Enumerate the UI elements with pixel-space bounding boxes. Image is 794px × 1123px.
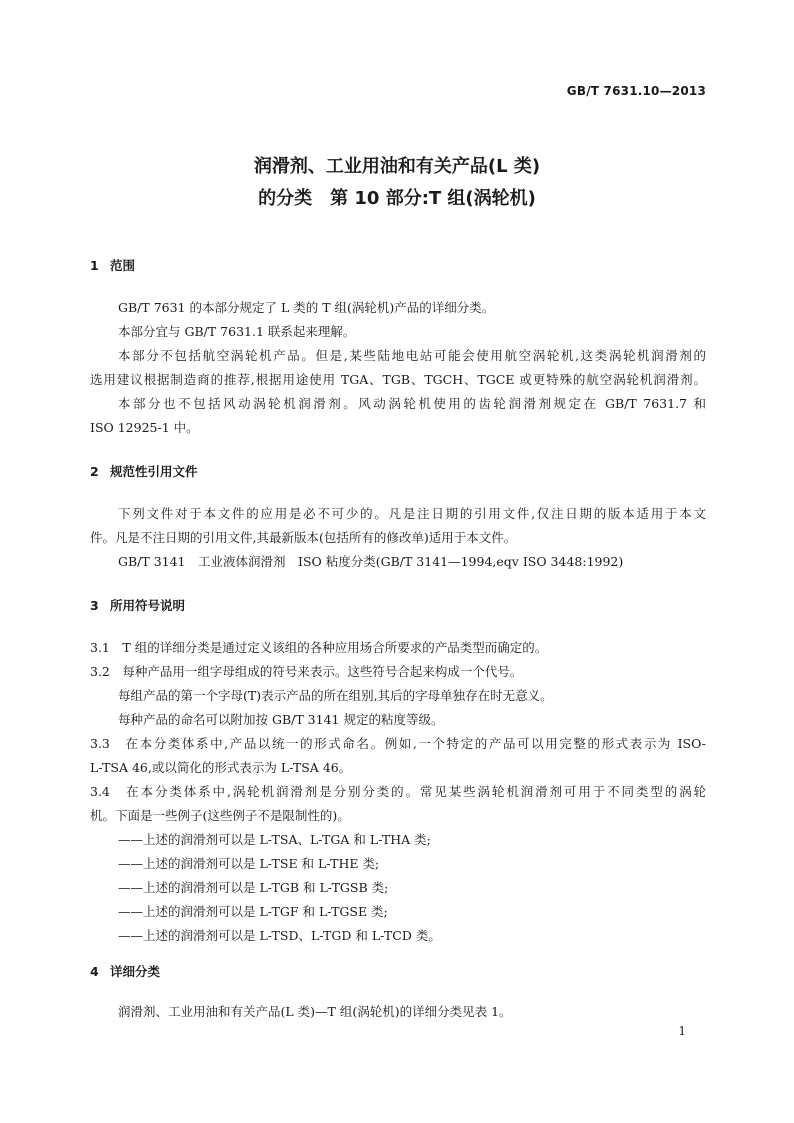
paragraph: 本部分宜与 GB/T 7631.1 联系起来理解。 [118, 324, 356, 339]
section-title: 规范性引用文件 [110, 464, 198, 479]
paragraph-line: 本部分不包括航空涡轮机产品。但是,某些陆地电站可能会使用航空涡轮机,这类涡轮机润滑剂的 [118, 348, 706, 363]
section-title: 所用符号说明 [110, 598, 186, 613]
list-item: ——上述的润滑剂可以是 L-TSE 和 L-THE 类; [118, 856, 380, 871]
section-1-heading [90, 256, 135, 274]
paragraph-line: 下列文件对于本文件的应用是必不可少的。凡是注日期的引用文件,仅注日期的版本适用于本文 [118, 506, 706, 521]
section-number: 2 [90, 464, 99, 479]
section-2-heading [90, 462, 198, 480]
document-title-line-1: 润滑剂、工业用油和有关产品(L 类) [253, 156, 541, 177]
paragraph-line: 机。下面是一些例子(这些例子不是限制性的)。 [90, 808, 350, 823]
paragraph: 润滑剂、工业用油和有关产品(L 类)—T 组(涡轮机)的详细分类见表 1。 [118, 1004, 512, 1019]
paragraph: 每组产品的第一个字母(T)表示产品的所在组别,其后的字母单独存在时无意义。 [118, 688, 553, 703]
paragraph-line: 本部分也不包括风动涡轮机润滑剂。风动涡轮机使用的齿轮润滑剂规定在 GB/T 7631.7 和 [118, 396, 706, 411]
paragraph-line: ISO 12925-1 中。 [90, 420, 199, 435]
section-title: 详细分类 [110, 964, 161, 979]
paragraph: GB/T 7631 的本部分规定了 L 类的 T 组(涡轮机)产品的详细分类。 [118, 300, 495, 315]
section-number: 1 [90, 258, 99, 273]
clause-3-2: 3.2 每种产品用一组字母组成的符号来表示。这些符号合起来构成一个代号。 [90, 664, 523, 679]
section-3-heading [90, 596, 185, 614]
paragraph: 每种产品的命名可以附加按 GB/T 3141 规定的粘度等级。 [118, 712, 444, 727]
list-item: ——上述的润滑剂可以是 L-TGF 和 L-TGSE 类; [118, 904, 388, 919]
section-4-heading [90, 962, 160, 980]
section-title: 范围 [110, 258, 136, 273]
clause-3-1: 3.1 T 组的详细分类是通过定义该组的各种应用场合所要求的产品类型而确定的。 [90, 640, 548, 655]
list-item: ——上述的润滑剂可以是 L-TSD、L-TGD 和 L-TCD 类。 [118, 928, 441, 943]
paragraph-line: L-TSA 46,或以简化的形式表示为 L-TSA 46。 [90, 760, 352, 775]
paragraph-line: 选用建议根据制造商的推荐,根据用途使用 TGA、TGB、TGCH、TGCE 或更特殊的航空涡轮机润滑剂。 [90, 372, 706, 387]
clause-3-4: 3.4 在本分类体系中,涡轮机润滑剂是分别分类的。常见某些涡轮机润滑剂可用于不同类型的涡轮 [90, 784, 706, 799]
paragraph-line: 件。凡是不注日期的引用文件,其最新版本(包括所有的修改单)适用于本文件。 [90, 530, 517, 545]
page-number: 1 [678, 1024, 686, 1038]
standard-code: GB/T 7631.10—2013 [566, 84, 706, 98]
list-item: ——上述的润滑剂可以是 L-TSA、L-TGA 和 L-THA 类; [118, 832, 431, 847]
section-number: 4 [90, 964, 99, 979]
normative-reference: GB/T 3141 工业液体润滑剂 ISO 粘度分类(GB/T 3141—1994,eqv ISO 3448:1992) [118, 554, 624, 569]
document-title-line-2: 的分类 第 10 部分:T 组(涡轮机) [258, 188, 536, 209]
section-number: 3 [90, 598, 99, 613]
clause-3-3: 3.3 在本分类体系中,产品以统一的形式命名。例如,一个特定的产品可以用完整的形式表示为 ISO- [90, 736, 706, 751]
list-item: ——上述的润滑剂可以是 L-TGB 和 L-TGSB 类; [118, 880, 389, 895]
